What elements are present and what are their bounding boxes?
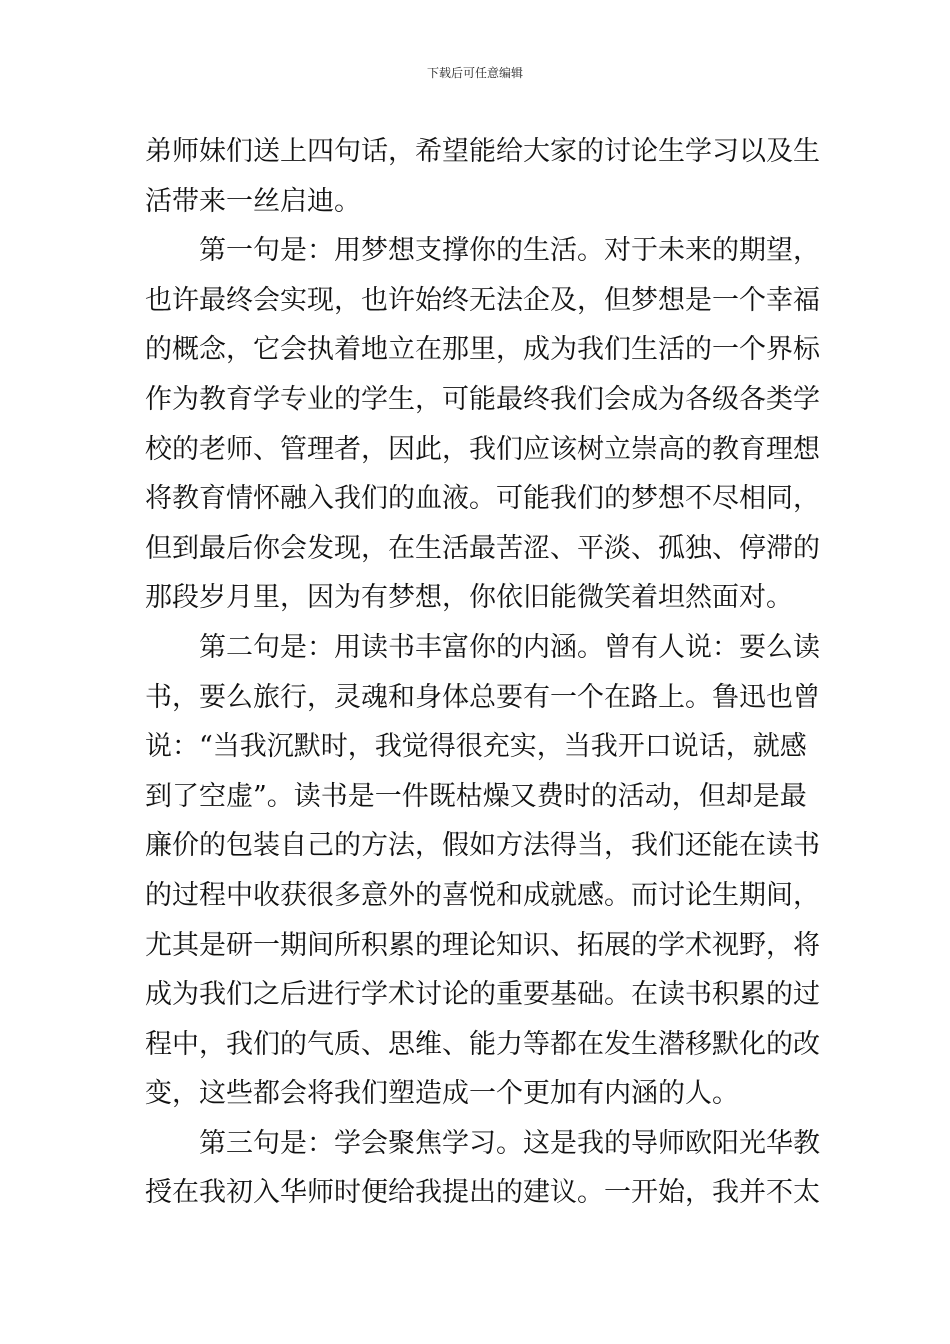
text-line: 第一句是：用梦想支撑你的生活。对于未来的期望， bbox=[145, 235, 820, 267]
text-line: 成为我们之后进行学术讨论的重要基础。在读书积累的过 bbox=[145, 979, 820, 1011]
text-line: 第三句是：学会聚焦学习。这是我的导师欧阳光华教 bbox=[145, 1127, 820, 1159]
text-line: 将教育情怀融入我们的血液。可能我们的梦想不尽相同， bbox=[145, 483, 820, 515]
text-line: 程中，我们的气质、思维、能力等都在发生潜移默化的改 bbox=[145, 1028, 820, 1060]
text-line: 说：“当我沉默时，我觉得很充实，当我开口说话，就感 bbox=[145, 731, 807, 763]
text-line: 也许最终会实现，也许始终无法企及，但梦想是一个幸福 bbox=[145, 284, 820, 316]
text-line: 活带来一丝启迪。 bbox=[145, 185, 361, 217]
text-line: 第二句是：用读书丰富你的内涵。曾有人说：要么读 bbox=[145, 631, 820, 663]
text-line: 授在我初入华师时便给我提出的建议。一开始，我并不太 bbox=[145, 1177, 820, 1209]
text-line: 变，这些都会将我们塑造成一个更加有内涵的人。 bbox=[145, 1078, 739, 1110]
text-line: 廉价的包装自己的方法，假如方法得当，我们还能在读书 bbox=[145, 830, 820, 862]
text-line: 的过程中收获很多意外的喜悦和成就感。而讨论生期间， bbox=[145, 879, 820, 911]
text-line: 书，要么旅行，灵魂和身体总要有一个在路上。鲁迅也曾 bbox=[145, 681, 820, 713]
text-line: 校的老师、管理者，因此，我们应该树立崇高的教育理想 bbox=[145, 433, 820, 465]
page-header: 下载后可任意编辑 bbox=[426, 66, 523, 80]
text-line: 那段岁月里，因为有梦想，你依旧能微笑着坦然面对。 bbox=[145, 582, 793, 614]
text-line: 到了空虚”。读书是一件既枯燥又费时的活动，但却是最 bbox=[145, 780, 807, 812]
text-line: 的概念，它会执着地立在那里，成为我们生活的一个界标 bbox=[145, 334, 820, 366]
text-line: 但到最后你会发现，在生活最苦涩、平淡、孤独、停滞的 bbox=[145, 532, 820, 564]
text-line: 作为教育学专业的学生，可能最终我们会成为各级各类学 bbox=[145, 383, 820, 415]
text-line: 尤其是研一期间所积累的理论知识、拓展的学术视野，将 bbox=[145, 929, 820, 961]
text-line: 弟师妹们送上四句话，希望能给大家的讨论生学习以及生 bbox=[145, 136, 820, 167]
document-body bbox=[145, 127, 820, 1218]
